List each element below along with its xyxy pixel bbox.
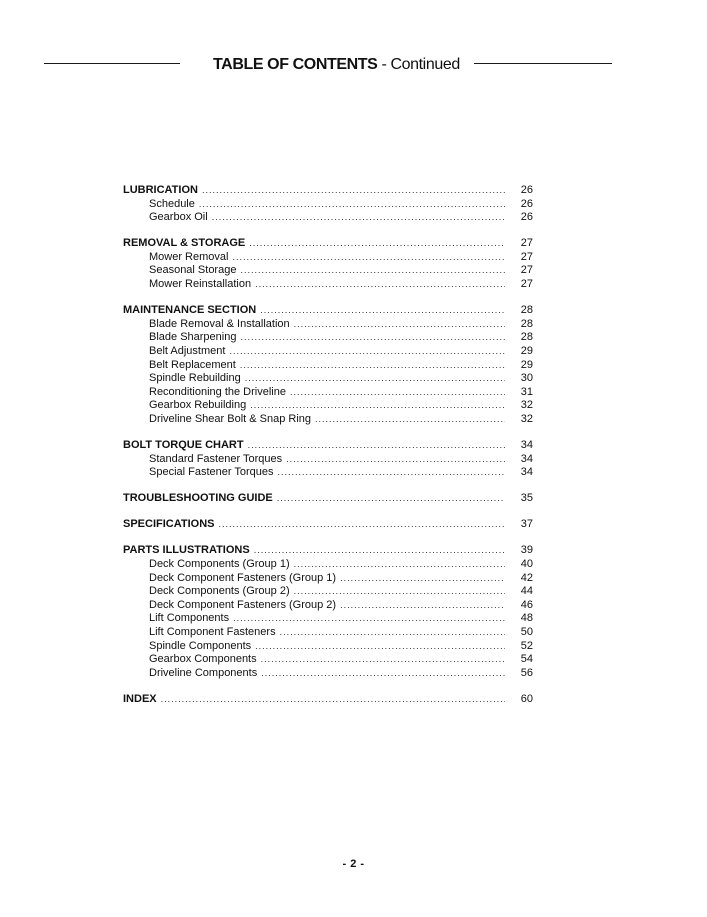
toc-page-number: 60 — [520, 692, 533, 705]
toc-page-number: 48 — [520, 612, 533, 625]
toc-page-number: 28 — [520, 317, 533, 330]
dot-leader — [240, 264, 505, 278]
dot-leader — [278, 466, 505, 480]
toc-page-number: 29 — [520, 344, 533, 357]
toc-page-number: 46 — [520, 598, 533, 611]
toc-entry-label: Driveline Shear Bolt & Snap Ring — [149, 412, 312, 425]
toc-entry-row[interactable] — [123, 251, 533, 265]
toc-page-number: 34 — [520, 466, 533, 479]
table-of-contents — [123, 184, 533, 719]
toc-entry-label: Gearbox Components — [149, 653, 257, 666]
page-header — [0, 54, 707, 78]
toc-page-number: 27 — [520, 250, 533, 263]
toc-entry-label: Reconditioning the Driveline — [149, 385, 286, 398]
dot-leader — [250, 399, 505, 413]
toc-page-number: 27 — [520, 264, 533, 277]
toc-page-number: 35 — [520, 492, 533, 505]
toc-page-number: 54 — [520, 653, 533, 666]
dot-leader — [240, 359, 505, 373]
toc-section — [123, 184, 533, 225]
toc-page-number: 56 — [520, 666, 533, 679]
toc-entry-label: Belt Replacement — [149, 358, 236, 371]
toc-entry-row[interactable] — [123, 211, 533, 225]
toc-page-number: 52 — [520, 639, 533, 652]
dot-leader — [340, 599, 505, 613]
toc-section-title: BOLT TORQUE CHART — [123, 439, 244, 451]
toc-section-title: INDEX — [123, 692, 157, 705]
toc-entry-row[interactable] — [123, 572, 533, 586]
toc-page-number: 26 — [520, 197, 533, 210]
toc-entry-row[interactable] — [123, 640, 533, 654]
dot-leader — [294, 558, 505, 572]
dot-leader — [202, 184, 505, 198]
toc-entry-row[interactable] — [123, 612, 533, 626]
toc-entry-label: Gearbox Rebuilding — [149, 399, 247, 412]
page-title — [213, 54, 460, 76]
toc-section-row[interactable] — [123, 184, 533, 198]
toc-section — [123, 693, 533, 707]
toc-entry-row[interactable] — [123, 453, 533, 467]
toc-entry-row[interactable] — [123, 585, 533, 599]
toc-entry-row[interactable] — [123, 331, 533, 345]
toc-entry-row[interactable] — [123, 372, 533, 386]
toc-entry-label: Blade Removal & Installation — [149, 317, 290, 330]
toc-page-number: 27 — [520, 237, 533, 250]
dot-leader — [280, 626, 505, 640]
toc-page-number: 42 — [520, 571, 533, 584]
toc-entry-label: Deck Components (Group 2) — [149, 585, 290, 598]
toc-entry-label: Belt Adjustment — [149, 344, 226, 357]
toc-entry-label: Standard Fastener Torques — [149, 452, 283, 465]
toc-entry-row[interactable] — [123, 626, 533, 640]
toc-entry-label: Seasonal Storage — [149, 264, 237, 277]
dot-leader — [232, 251, 505, 265]
dot-leader — [290, 386, 505, 400]
toc-page-number: 32 — [520, 399, 533, 412]
dot-leader — [248, 439, 505, 453]
toc-section — [123, 492, 533, 506]
dot-leader — [261, 653, 505, 667]
dot-leader — [233, 612, 505, 626]
toc-page-number: 30 — [520, 372, 533, 385]
toc-entry-row[interactable] — [123, 318, 533, 332]
toc-section-title: MAINTENANCE SECTION — [123, 304, 257, 317]
toc-section-row[interactable] — [123, 237, 533, 251]
dot-leader — [245, 372, 505, 386]
toc-entry-label: Spindle Components — [149, 639, 252, 652]
toc-section-row[interactable] — [123, 518, 533, 532]
page-number: - 2 - — [342, 858, 365, 870]
toc-page-number: 34 — [520, 452, 533, 465]
dot-leader — [199, 198, 505, 212]
toc-entry-row[interactable] — [123, 558, 533, 572]
toc-section-row[interactable] — [123, 492, 533, 506]
toc-entry-row[interactable] — [123, 198, 533, 212]
toc-section-title: LUBRICATION — [123, 184, 198, 196]
toc-page-number: 37 — [520, 518, 533, 531]
toc-page-number: 40 — [520, 558, 533, 571]
toc-section-title: SPECIFICATIONS — [123, 518, 215, 531]
toc-section — [123, 439, 533, 480]
toc-entry-label: Driveline Components — [149, 666, 258, 679]
page-title-suffix: - Continued — [377, 56, 460, 73]
dot-leader — [249, 237, 505, 251]
toc-entry-row[interactable] — [123, 667, 533, 681]
toc-entry-label: Deck Component Fasteners (Group 2) — [149, 598, 337, 611]
toc-entry-label: Deck Components (Group 1) — [149, 558, 290, 571]
toc-page-number: 39 — [520, 544, 533, 557]
toc-section — [123, 304, 533, 426]
toc-entry-row[interactable] — [123, 653, 533, 667]
toc-entry-label: Spindle Rebuilding — [149, 372, 241, 385]
toc-section — [123, 518, 533, 532]
toc-entry-label: Lift Components — [149, 612, 230, 625]
page-title-main: TABLE OF CONTENTS — [213, 56, 378, 73]
toc-entry-row[interactable] — [123, 345, 533, 359]
toc-section-row[interactable] — [123, 439, 533, 453]
toc-section-row[interactable] — [123, 544, 533, 558]
toc-page-number: 27 — [520, 278, 533, 291]
header-rule-left — [44, 63, 180, 64]
toc-entry-row[interactable] — [123, 359, 533, 373]
toc-page-number: 29 — [520, 358, 533, 371]
dot-leader — [240, 331, 505, 345]
toc-section-title: TROUBLESHOOTING GUIDE — [123, 492, 273, 505]
dot-leader — [212, 211, 505, 225]
toc-page-number: 28 — [520, 331, 533, 344]
dot-leader — [294, 318, 505, 332]
toc-section-title: PARTS ILLUSTRATIONS — [123, 544, 250, 557]
toc-page-number: 28 — [520, 304, 533, 317]
toc-entry-label: Lift Component Fasteners — [149, 626, 276, 639]
toc-entry-label: Blade Sharpening — [149, 331, 237, 344]
toc-page-number: 32 — [520, 412, 533, 425]
toc-entry-label: Special Fastener Torques — [149, 466, 274, 479]
toc-entry-label: Mower Removal — [149, 250, 229, 263]
dot-leader — [277, 492, 505, 506]
toc-entry-label: Deck Component Fasteners (Group 1) — [149, 571, 337, 584]
toc-entry-label: Gearbox Oil — [149, 211, 208, 224]
toc-entry-row[interactable] — [123, 264, 533, 278]
toc-section-row[interactable] — [123, 304, 533, 318]
toc-section — [123, 237, 533, 291]
toc-entry-row[interactable] — [123, 386, 533, 400]
dot-leader — [261, 667, 505, 681]
toc-page-number: 26 — [520, 184, 533, 196]
dot-leader — [286, 453, 505, 467]
toc-entry-label: Mower Reinstallation — [149, 278, 252, 291]
toc-entry-row[interactable] — [123, 399, 533, 413]
dot-leader — [340, 572, 505, 586]
toc-entry-label: Schedule — [149, 197, 195, 210]
dot-leader — [260, 304, 505, 318]
dot-leader — [255, 640, 505, 654]
toc-entry-row[interactable] — [123, 278, 533, 292]
toc-page-number: 50 — [520, 626, 533, 639]
toc-page-number: 26 — [520, 211, 533, 224]
dot-leader — [315, 413, 505, 427]
dot-leader — [255, 278, 505, 292]
dot-leader — [161, 693, 505, 707]
toc-entry-row[interactable] — [123, 466, 533, 480]
toc-page-number: 31 — [520, 385, 533, 398]
header-rule-right — [474, 63, 612, 64]
toc-section-row[interactable] — [123, 693, 533, 707]
toc-entry-row[interactable] — [123, 413, 533, 427]
toc-page-number: 44 — [520, 585, 533, 598]
dot-leader — [254, 544, 505, 558]
toc-page-number: 34 — [520, 439, 533, 451]
dot-leader — [218, 518, 505, 532]
toc-section-title: REMOVAL & STORAGE — [123, 237, 246, 250]
toc-section — [123, 544, 533, 680]
toc-entry-row[interactable] — [123, 599, 533, 613]
dot-leader — [229, 345, 505, 359]
dot-leader — [294, 585, 505, 599]
